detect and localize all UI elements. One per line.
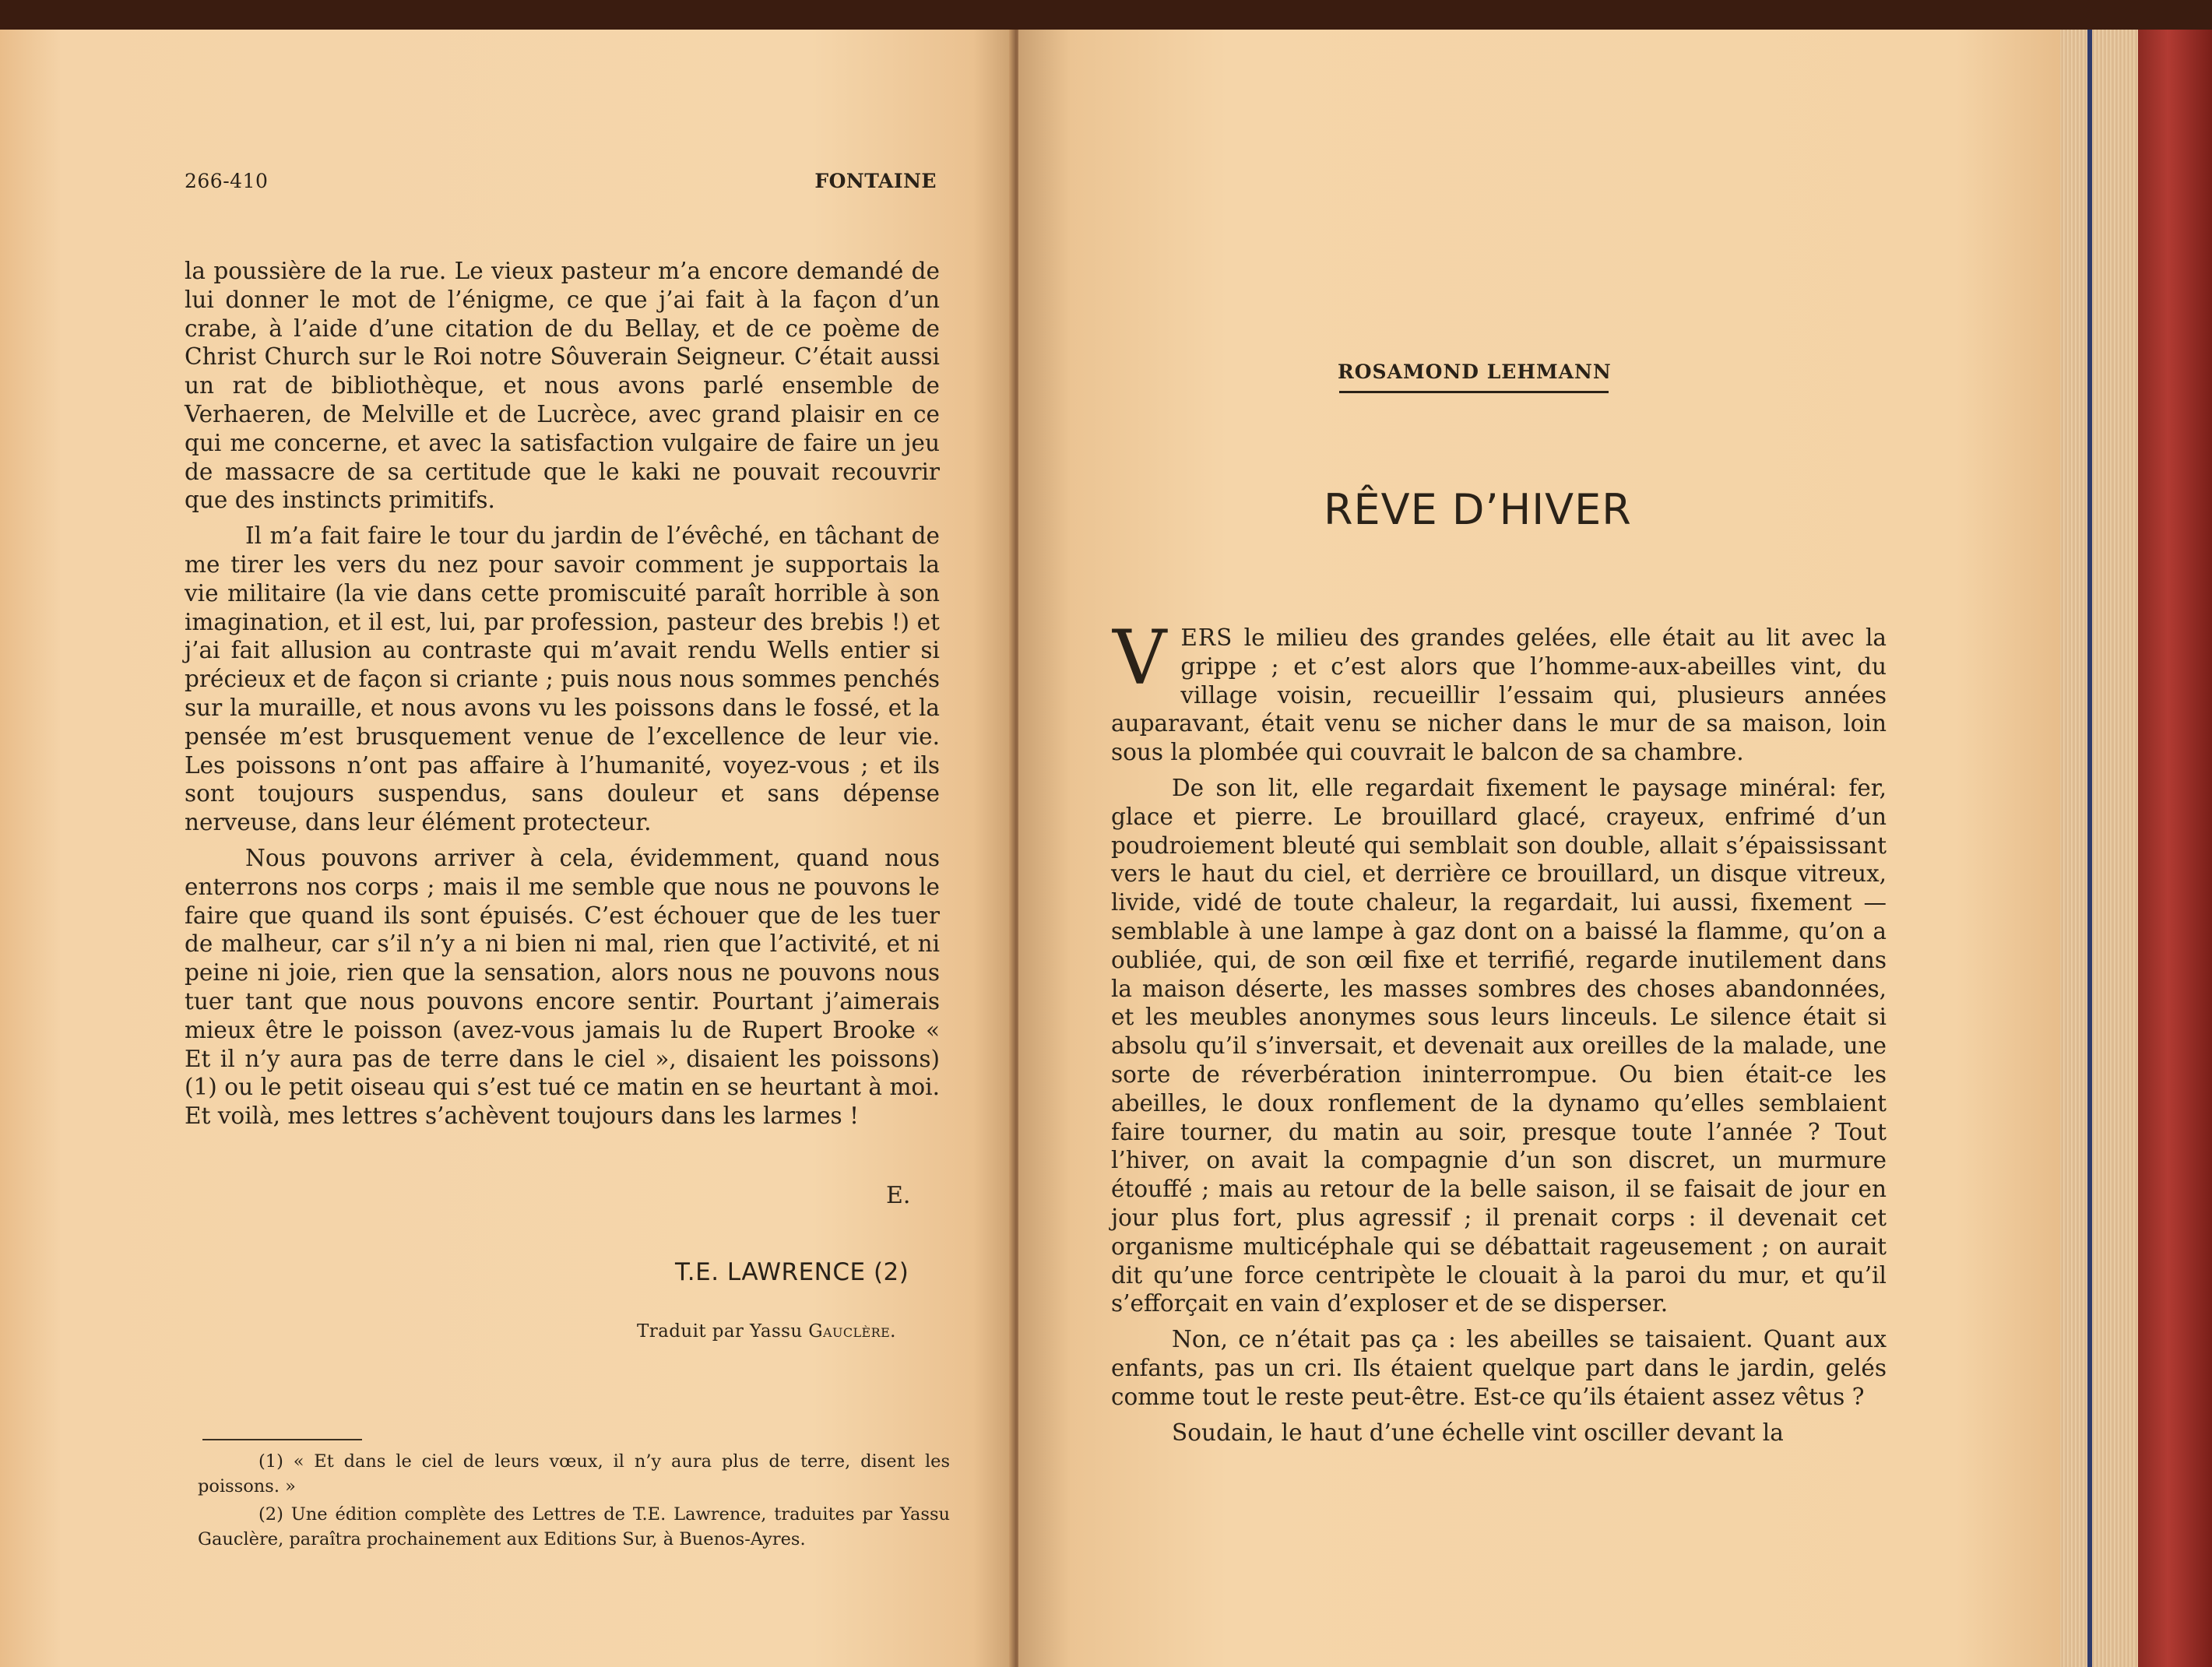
story-author: ROSAMOND LEHMANN: [1338, 360, 1612, 383]
paragraph: Nous pouvons arriver à cela, évidemment, quand nous enterrons nos corps ; mais il me semble que nous ne pouvons le faire que quand ils sont épuisés. C’est échouer que de les tuer de malheur, car s’il n’y a ni bien ni mal, rien que l’activité, et ni peine ni joie, rien que la sensation, alors nous ne pouvons nous tuer tant que nous pouvons encore sentir. Pourtant j’aimerais mieux être le poisson (avez-vous jamais lu de Rupert Brooke « Et il n’y aura pas de terre dans le ciel », disaient les poissons) (1) ou le petit oiseau qui s’est tué ce matin en se heurtant à moi. Et voilà, mes lettres s’achèvent toujours dans les larmes !: [185, 844, 940, 1130]
right-body-text: [1111, 614, 1887, 1447]
folio: 266-410: [185, 170, 269, 192]
paragraph: De son lit, elle regardait fixement le paysage minéral: fer, glace et pierre. Le brouillard glacé, crayeux, enfrimé d’un poudroiement bleuté qui semblait son double, allait s’épaississant vers le haut du ciel, et derrière ce brouillard, un disque vitreux, livide, vidé de toute chaleur, la regardait, lui aussi, fixement — semblable à une lampe à gaz dont on a baissé la flamme, qu’on a oubliée, qui, de son œil fixe et terrifié, regarde inutilement dans la maison déserte, les masses sombres des choses abandonnées, et les meubles anonymes sous leurs linceuls. Le silence était si absolu qu’il s’inversait, et devenait aux oreilles de la malade, une sorte de réverbération ininterrompue. Ou bien était-ce les abeilles, le doux ronflement de la dynamo qu’elles semblaient faire tourner, du matin au soir, presque toute l’année ? Tout l’hiver, on avait la compagnie d’un son discret, un murmure étouffé ; mais au retour de la belle saison, il se faisait de jour en jour plus fort, plus agressif ; il prenait corps : il devenait cet organisme multicéphale qui se débattait rageusement ; on aurait dit qu’une force centripète le clouait à la paroi du mur, et qu’il s’efforçait en vain d’exploser et de se disperser.: [1111, 774, 1887, 1317]
running-head: [185, 170, 937, 192]
footnotes: [198, 1450, 950, 1556]
footnote-rule: [202, 1439, 362, 1440]
footnote: (1) « Et dans le ciel de leurs vœux, il n’y aura plus de terre, disent les poissons. »: [198, 1451, 950, 1496]
footnote: (2) Une édition complète des Lettres de T.E. Lawrence, traduites par Yassu Gauclère, paraîtra prochainement aux Editions Sur, à Buenos-Ayres.: [198, 1504, 950, 1549]
paragraph: Soudain, le haut d’une échelle vint osciller devant la: [1172, 1419, 1784, 1446]
paragraph: Non, ce n’était pas ça : les abeilles se taisaient. Quant aux enfants, pas un cri. Ils étaient quelque part dans le jardin, gelés comme tout le reste peut-être. Est-ce qu’ils étaient assez vêtus ?: [1111, 1326, 1887, 1410]
first-paragraph-text: le milieu des grandes gelées, elle était au lit avec la grippe ; et c’est alors que l’homme-aux-abeilles vint, du village voisin, recueillir l’essaim qui, plusieurs années auparavant, était venu se nicher dans le mur de sa maison, loin sous la plombée qui couvrait le balcon de sa chambre.: [1111, 624, 1887, 766]
story-title: RÊVE D’HIVER: [1324, 485, 1632, 534]
edge-line: [2087, 30, 2092, 1667]
letter-signoff: E.: [886, 1182, 911, 1209]
lead-caps: ERS: [1180, 624, 1233, 651]
author-underline: [1339, 391, 1609, 393]
book-cover-edge: [2138, 30, 2212, 1667]
left-page: [0, 30, 1014, 1667]
page-edges: [2060, 30, 2212, 1667]
left-body-text: [185, 257, 940, 1131]
running-title: FONTAINE: [814, 170, 937, 192]
translator-prefix: Traduit par Yassu: [637, 1321, 809, 1342]
paragraph: Il m’a fait faire le tour du jardin de l’évêché, en tâchant de me tirer les vers du nez pour savoir comment je supportais la vie militaire (la vie dans cette promiscuité paraît horrible à son imagination, et il est, lui, par profession, pasteur des brebis !) et j’ai fait allusion au contraste qui m’avait rendu Wells entier si précieux et de façon si criante ; puis nous nous sommes penchés sur la muraille, et nous avons vu les poissons dans le fossé, et la pensée m’est brusquement venue de l’excellence de leur vie. Les poissons n’ont pas affaire à l’humanité, voyez-vous ; et ils sont toujours suspendus, sans douleur et sans dépense nerveuse, dans leur élément protecteur.: [185, 522, 940, 836]
first-paragraph: [1111, 614, 1887, 767]
translator-credit: [637, 1321, 896, 1342]
book-spread: [0, 30, 2212, 1667]
translator-name: Gauclère.: [808, 1321, 896, 1342]
drop-cap: V: [1113, 614, 1167, 702]
author-name: T.E. LAWRENCE (2): [675, 1258, 909, 1286]
paragraph: la poussière de la rue. Le vieux pasteur m’a encore demandé de lui donner le mot de l’énigme, ce que j’ai fait à la façon d’un crabe, à l’aide d’une citation de du Bellay, et de ce poème de Christ Church sur le Roi notre Sôuverain Seigneur. C’était aussi un rat de bibliothèque, et nous avons parlé ensemble de Verhaeren, de Melville et de Lucrèce, avec grand plaisir en ce qui me concerne, et avec la satisfaction vulgaire de faire un jeu de massacre de sa certitude que le kaki ne pouvait recouvrir que des instincts primitifs.: [185, 258, 940, 514]
